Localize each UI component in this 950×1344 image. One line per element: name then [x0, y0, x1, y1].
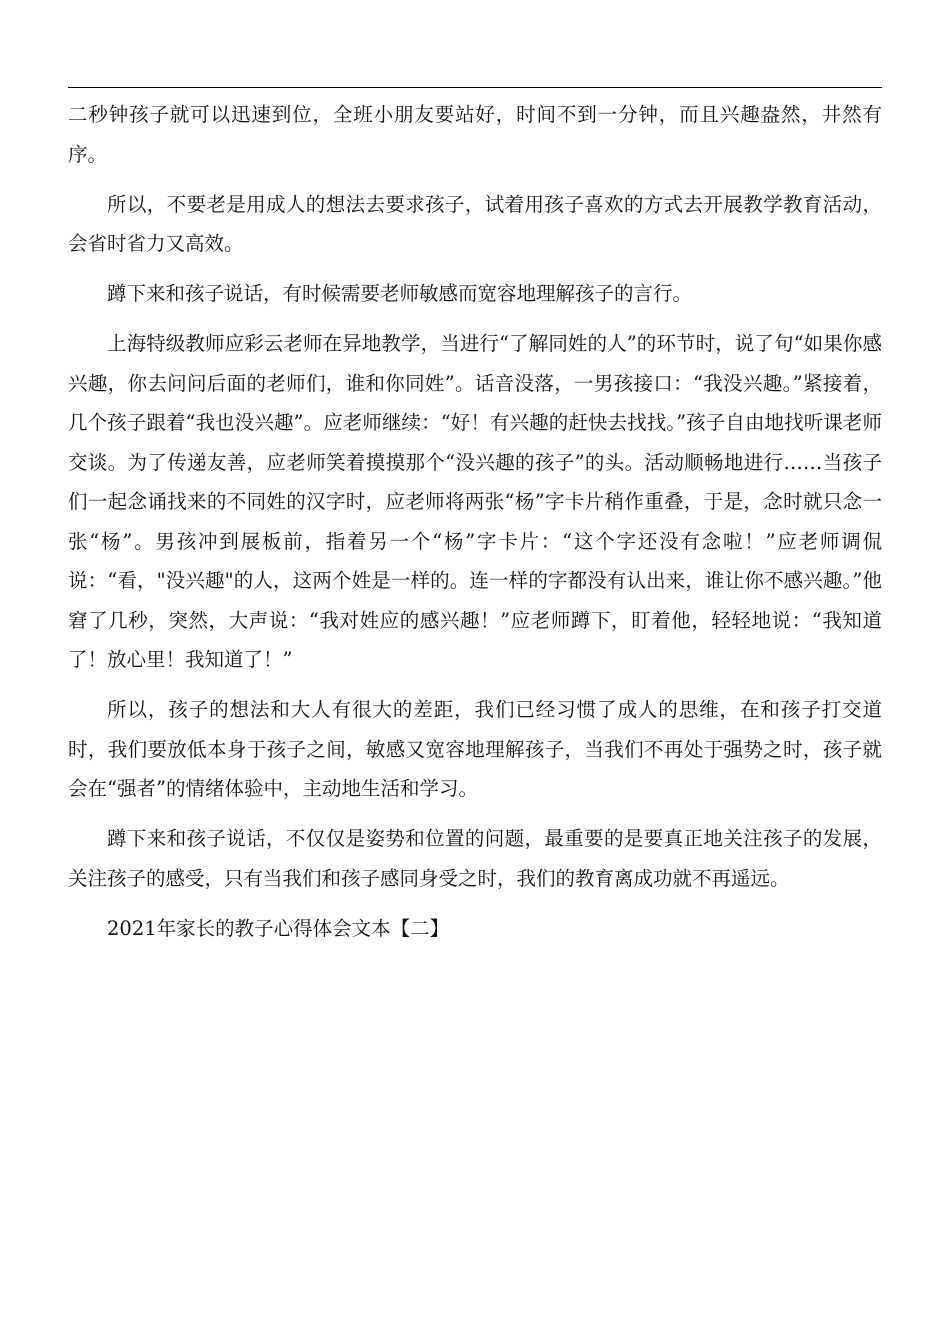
paragraph-topic-sentence: 蹲下来和孩子说话，有时候需要老师敏感而宽容地理解孩子的言行。: [107, 282, 693, 305]
paragraph-conclusion: 蹲下来和孩子说话，不仅仅是姿势和位置的问题，最重要的是要真正地关注孩子的发展，关注孩子的感受，只有当我们和孩子感同身受之时，我们的教育离成功就不再遥远。: [68, 827, 882, 890]
paragraph-continuation: 二秒钟孩子就可以迅速到位，全班小朋友要站好，时间不到一分钟，而且兴趣盎然，井然有序。: [68, 103, 882, 166]
header-rule: [68, 87, 882, 88]
section-heading: 2021年家长的教子心得体会文本【二】: [107, 916, 450, 940]
document-body: [68, 95, 882, 959]
paragraph-advice: 所以，不要老是用成人的想法去要求孩子，试着用孩子喜欢的方式去开展教学教育活动，会省时省力又高效。: [68, 192, 882, 255]
paragraph-anecdote: 上海特级教师应彩云老师在异地教学，当进行“了解同姓的人”的环节时，说了句“如果你感兴趣，你去问问后面的老师们，谁和你同姓”。话音没落，一男孩接口：“我没兴趣。”紧接着，几个孩子跟着“我也没兴趣”。应老师继续：“好！有兴趣的赶快去找找。”孩子自由地找听课老师交谈。为了传递友善，应老师笑着摸摸那个“没兴趣的孩子”的头。活动顺畅地进行……当孩子们一起念诵找来的不同姓的汉字时，应老师将两张“杨”字卡片稍作重叠，于是，念时就只念一张“杨”。男孩冲到展板前，指着另一个“杨”字卡片：“这个字还没有念啦！”应老师调侃说：“看，"没兴趣"的人，这两个姓是一样的。连一样的字都没有认出来，谁让你不感兴趣。”他窘了几秒，突然，大声说：“我对姓应的感兴趣！”应老师蹲下，盯着他，轻轻地说：“我知道了！放心里！我知道了！”: [68, 332, 882, 671]
paragraph-reflection: 所以，孩子的想法和大人有很大的差距，我们已经习惯了成人的思维，在和孩子打交道时，我们要放低本身于孩子之间，敏感又宽容地理解孩子，当我们不再处于强势之时，孩子就会在“强者”的情绪体验中，主动地生活和学习。: [68, 698, 882, 800]
